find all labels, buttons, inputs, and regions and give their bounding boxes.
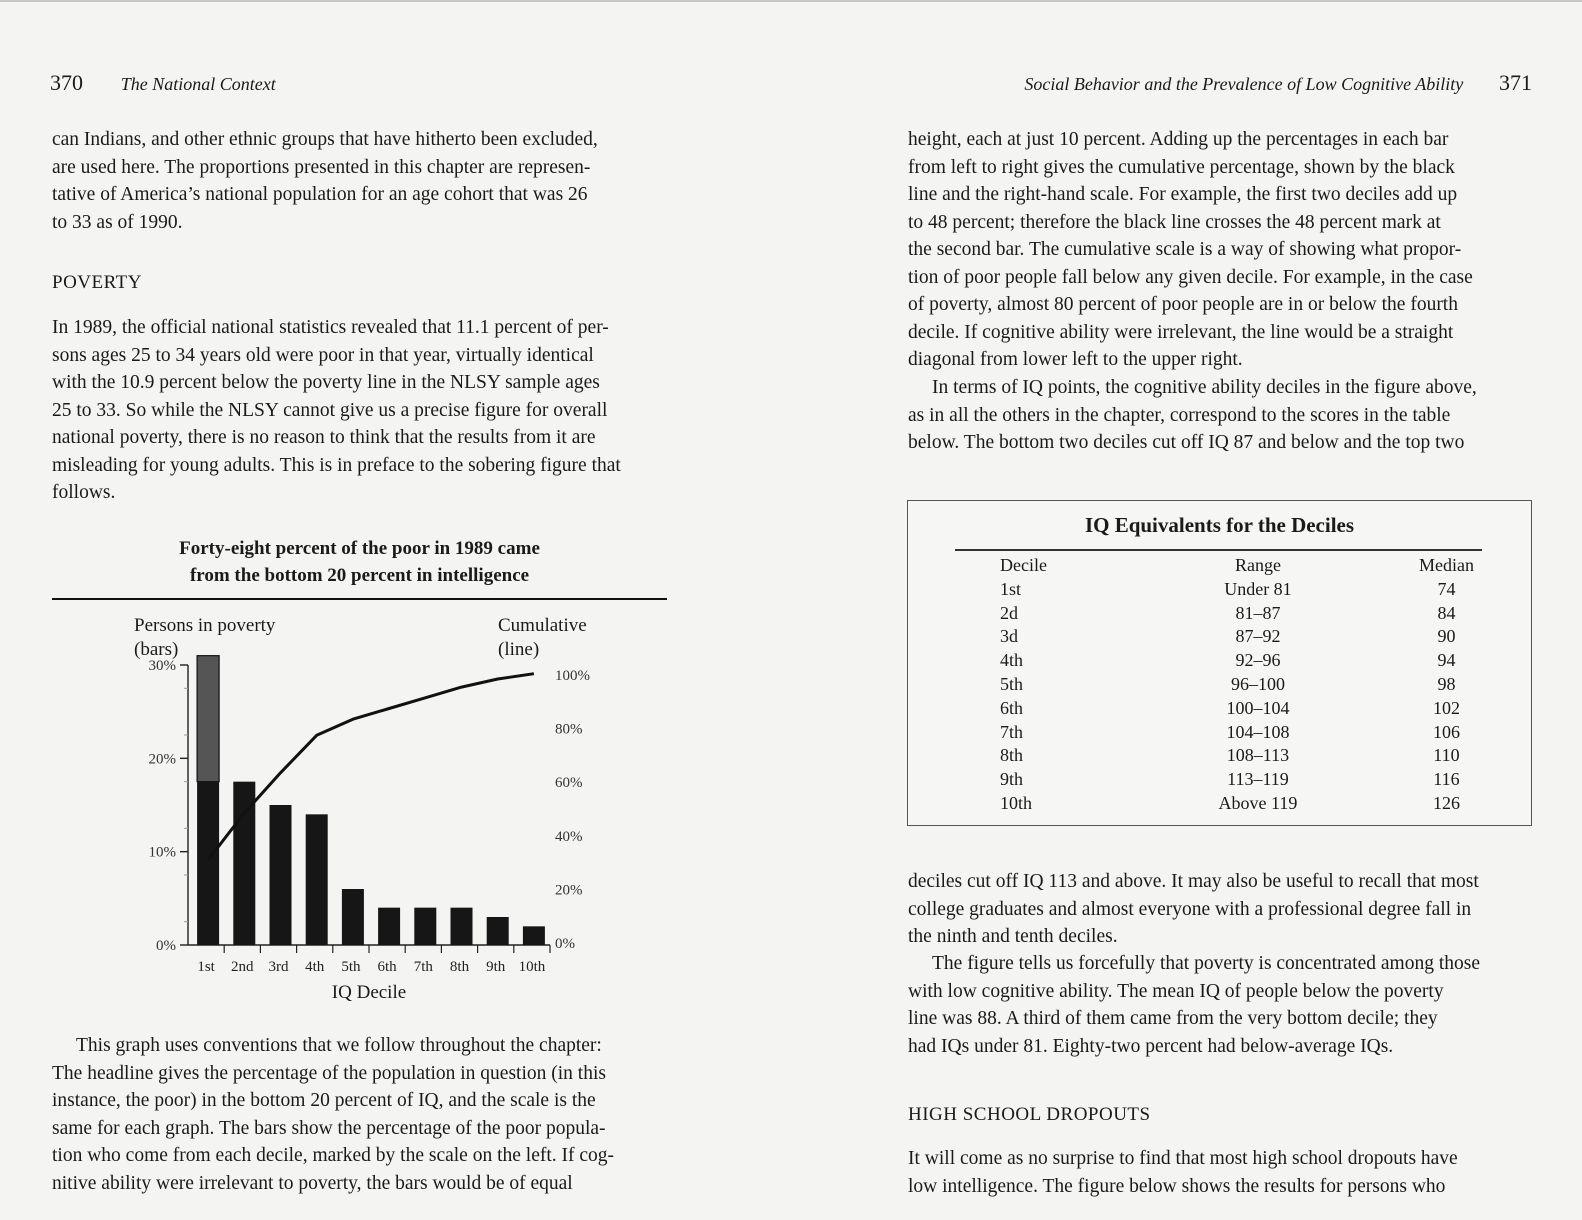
text-line: 25 to 33. So while the NLSY cannot give us a precise figure for overall bbox=[52, 399, 608, 421]
decile-cell: 7th bbox=[1000, 721, 1024, 742]
range-cell: 92–96 bbox=[1235, 650, 1281, 671]
text-line: diagonal from lower left to the upper right. bbox=[908, 349, 1243, 370]
bar bbox=[342, 889, 364, 945]
figure-title-line: from the bottom 20 percent in intelligence bbox=[189, 565, 530, 586]
x-tick-label: 7th bbox=[413, 959, 433, 975]
bar bbox=[306, 814, 328, 945]
table-row bbox=[956, 578, 1516, 602]
iq-equivalents-table-box bbox=[907, 500, 1532, 826]
section-heading-dropouts: HIGH SCHOOL DROPOUTS bbox=[908, 1104, 1151, 1125]
x-tick-label: 9th bbox=[486, 959, 506, 975]
range-cell: 108–113 bbox=[1226, 745, 1290, 766]
x-tick-label: 3rd bbox=[268, 959, 289, 975]
bar bbox=[414, 908, 436, 945]
median-cell: 116 bbox=[1433, 769, 1460, 790]
text-line: The figure tells us forcefully that poverty is concentrated among those bbox=[932, 953, 1480, 974]
text-line: misleading for young adults. This is in preface to the sobering figure that bbox=[52, 454, 621, 476]
median-cell: 90 bbox=[1437, 626, 1456, 647]
text-line: nitive ability were irrelevant to poverty, the bars would be of equal bbox=[52, 1172, 573, 1194]
x-tick-label: 5th bbox=[341, 959, 361, 975]
cumulative-line bbox=[208, 674, 534, 860]
text-line: of poverty, almost 80 percent of poor people are in or below the fourth bbox=[908, 294, 1458, 315]
section-heading-poverty: POVERTY bbox=[52, 272, 142, 293]
text-line: instance, the poor) in the bottom 20 percent of IQ, and the scale is the bbox=[52, 1090, 596, 1111]
page-number: 370 bbox=[50, 70, 83, 95]
text-line: line was 88. A third of them came from the very bottom decile; they bbox=[908, 1008, 1438, 1029]
table-row bbox=[956, 721, 1516, 745]
x-axis-title: IQ Decile bbox=[331, 982, 407, 1003]
text-line: to 33 as of 1990. bbox=[52, 211, 183, 233]
column-header-decile: Decile bbox=[1000, 555, 1047, 575]
range-cell: 87–92 bbox=[1235, 626, 1281, 647]
decile-cell: 1st bbox=[1000, 578, 1022, 599]
table-row bbox=[956, 673, 1516, 697]
bar-overflow-segment bbox=[197, 656, 219, 782]
decile-cell: 6th bbox=[1000, 697, 1024, 718]
text-line: It will come as no surprise to find that most high school dropouts have bbox=[908, 1148, 1458, 1169]
median-cell: 98 bbox=[1437, 673, 1456, 694]
decile-cell: 9th bbox=[1000, 769, 1024, 790]
bar bbox=[378, 908, 400, 945]
range-cell: Under 81 bbox=[1224, 578, 1292, 599]
text-line: decile. If cognitive ability were irrelevant, the line would be a straight bbox=[908, 321, 1454, 343]
bar bbox=[270, 805, 292, 945]
text-line: deciles cut off IQ 113 and above. It may also be useful to recall that most bbox=[908, 871, 1479, 892]
right-axis-label: Cumulative bbox=[498, 615, 587, 636]
right-tick-label: 100% bbox=[555, 668, 590, 684]
right-tick-label: 40% bbox=[555, 828, 583, 845]
cumulative-explanation-paragraph bbox=[908, 126, 1530, 374]
figure-title-line: Forty-eight percent of the poor in 1989 came bbox=[179, 538, 540, 559]
text-line: as in all the others in the chapter, correspond to the scores in the table bbox=[908, 404, 1451, 426]
median-cell: 106 bbox=[1432, 721, 1460, 742]
text-line: low intelligence. The figure below shows the results for persons who bbox=[908, 1175, 1446, 1197]
median-cell: 74 bbox=[1437, 578, 1456, 599]
decile-cell: 4th bbox=[1000, 650, 1024, 671]
text-line: height, each at just 10 percent. Adding up the percentages in each bar bbox=[908, 129, 1449, 150]
median-cell: 102 bbox=[1432, 697, 1460, 718]
table-row bbox=[956, 602, 1516, 626]
bar bbox=[523, 926, 545, 945]
right-header bbox=[1024, 70, 1532, 96]
right-tick-label: 20% bbox=[555, 882, 583, 899]
right-axis-label: (line) bbox=[498, 639, 540, 660]
text-line: below. The bottom two deciles cut off IQ 87 and below and the top two bbox=[908, 432, 1465, 453]
text-line: to 48 percent; therefore the black line crosses the 48 percent mark at bbox=[908, 211, 1441, 233]
running-title: The National Context bbox=[120, 74, 276, 94]
text-line: from left to right gives the cumulative percentage, shown by the black bbox=[908, 156, 1455, 178]
table-row bbox=[956, 744, 1516, 768]
left-tick-label: 0% bbox=[156, 938, 176, 954]
decile-cell: 5th bbox=[1000, 673, 1024, 694]
text-line: tion who come from each decile, marked by the scale on the left. If cog- bbox=[52, 1145, 615, 1166]
bar bbox=[197, 782, 219, 945]
text-line: college graduates and almost everyone with a professional degree fall in bbox=[908, 898, 1472, 920]
range-cell: Above 119 bbox=[1218, 792, 1298, 813]
left-tick-label: 20% bbox=[148, 751, 176, 768]
figure-rule bbox=[52, 598, 667, 600]
x-tick-label: 10th bbox=[518, 959, 546, 975]
left-page bbox=[0, 0, 790, 1220]
bar bbox=[487, 917, 509, 945]
text-line: national poverty, there is no reason to think that the results from it are bbox=[52, 427, 596, 448]
text-line: In terms of IQ points, the cognitive ability deciles in the figure above, bbox=[932, 377, 1477, 398]
poverty-decile-chart bbox=[52, 605, 667, 1005]
table-row bbox=[956, 792, 1516, 816]
range-cell: 81–87 bbox=[1235, 602, 1281, 623]
text-line: are used here. The proportions presented in this chapter are represen- bbox=[52, 156, 591, 178]
decile-cell: 8th bbox=[1000, 745, 1024, 766]
text-line: can Indians, and other ethnic groups that have hitherto been excluded, bbox=[52, 129, 598, 150]
iq-points-paragraph bbox=[908, 374, 1530, 457]
x-tick-label: 2nd bbox=[231, 959, 254, 975]
poverty-paragraph bbox=[52, 314, 667, 507]
range-cell: 100–104 bbox=[1226, 697, 1290, 718]
bar bbox=[451, 908, 473, 945]
text-line: the ninth and tenth deciles. bbox=[908, 926, 1118, 947]
x-tick-label: 8th bbox=[449, 959, 470, 975]
range-cell: 104–108 bbox=[1226, 721, 1290, 742]
graph-conventions-paragraph bbox=[52, 1032, 667, 1197]
text-line: The headline gives the percentage of the population in question (in this bbox=[52, 1062, 606, 1084]
decile-cell: 2d bbox=[1000, 602, 1018, 623]
x-tick-label: 1st bbox=[197, 959, 215, 975]
text-line: same for each graph. The bars show the percentage of the poor popula- bbox=[52, 1117, 606, 1139]
table-row bbox=[956, 768, 1516, 792]
poverty-concentration-paragraph bbox=[908, 950, 1530, 1060]
text-line: with the 10.9 percent below the poverty line in the NLSY sample ages bbox=[52, 372, 600, 393]
text-line: had IQs under 81. Eighty-two percent had below-average IQs. bbox=[908, 1035, 1394, 1057]
deciles-continuation-paragraph bbox=[908, 868, 1530, 951]
range-cell: 96–100 bbox=[1230, 673, 1285, 694]
x-tick-label: 4th bbox=[305, 959, 325, 975]
range-cell: 113–119 bbox=[1227, 769, 1289, 790]
page-number: 371 bbox=[1499, 70, 1532, 95]
decile-cell: 10th bbox=[1000, 792, 1033, 813]
text-line: follows. bbox=[52, 482, 116, 503]
table-title: IQ Equivalents for the Deciles bbox=[1084, 513, 1355, 537]
x-tick-label: 6th bbox=[377, 959, 397, 975]
text-line: tion of poor people fall below any given decile. For example, in the case bbox=[908, 266, 1473, 288]
right-tick-label: 60% bbox=[555, 775, 583, 792]
left-tick-label: 30% bbox=[148, 658, 176, 674]
decile-cell: 3d bbox=[1000, 626, 1018, 647]
left-tick-label: 10% bbox=[148, 844, 176, 861]
column-header-median: Median bbox=[1418, 555, 1474, 575]
running-title: Social Behavior and the Prevalence of Low Cognitive Ability bbox=[1024, 74, 1464, 94]
text-line: This graph uses conventions that we follow throughout the chapter: bbox=[76, 1035, 602, 1056]
median-cell: 110 bbox=[1433, 745, 1460, 766]
left-axis-label: Persons in poverty bbox=[134, 615, 276, 636]
intro-paragraph bbox=[52, 126, 667, 236]
table-row bbox=[956, 649, 1516, 673]
table-row bbox=[956, 625, 1516, 649]
text-line: In 1989, the official national statistics revealed that 11.1 percent of per- bbox=[52, 317, 609, 338]
median-cell: 94 bbox=[1437, 650, 1456, 671]
column-header-range: Range bbox=[1234, 555, 1281, 575]
left-axis-label: (bars) bbox=[134, 639, 179, 660]
iq-equivalents-table bbox=[956, 554, 1516, 816]
left-header bbox=[50, 70, 276, 96]
dropouts-paragraph bbox=[908, 1145, 1530, 1200]
table-row bbox=[956, 697, 1516, 721]
table-rule bbox=[955, 549, 1482, 551]
median-cell: 84 bbox=[1437, 602, 1456, 623]
median-cell: 126 bbox=[1432, 792, 1460, 813]
text-line: the second bar. The cumulative scale is a way of showing what propor- bbox=[908, 239, 1462, 260]
right-tick-label: 0% bbox=[555, 936, 575, 952]
text-line: with low cognitive ability. The mean IQ of people below the poverty bbox=[908, 980, 1444, 1002]
table-header-row bbox=[956, 554, 1516, 578]
text-line: line and the right-hand scale. For example, the first two deciles add up bbox=[908, 184, 1458, 205]
right-tick-label: 80% bbox=[555, 721, 583, 738]
text-line: tative of America’s national population for an age cohort that was 26 bbox=[52, 184, 588, 205]
figure-title bbox=[52, 535, 667, 589]
text-line: sons ages 25 to 34 years old were poor in that year, virtually identical bbox=[52, 344, 594, 366]
